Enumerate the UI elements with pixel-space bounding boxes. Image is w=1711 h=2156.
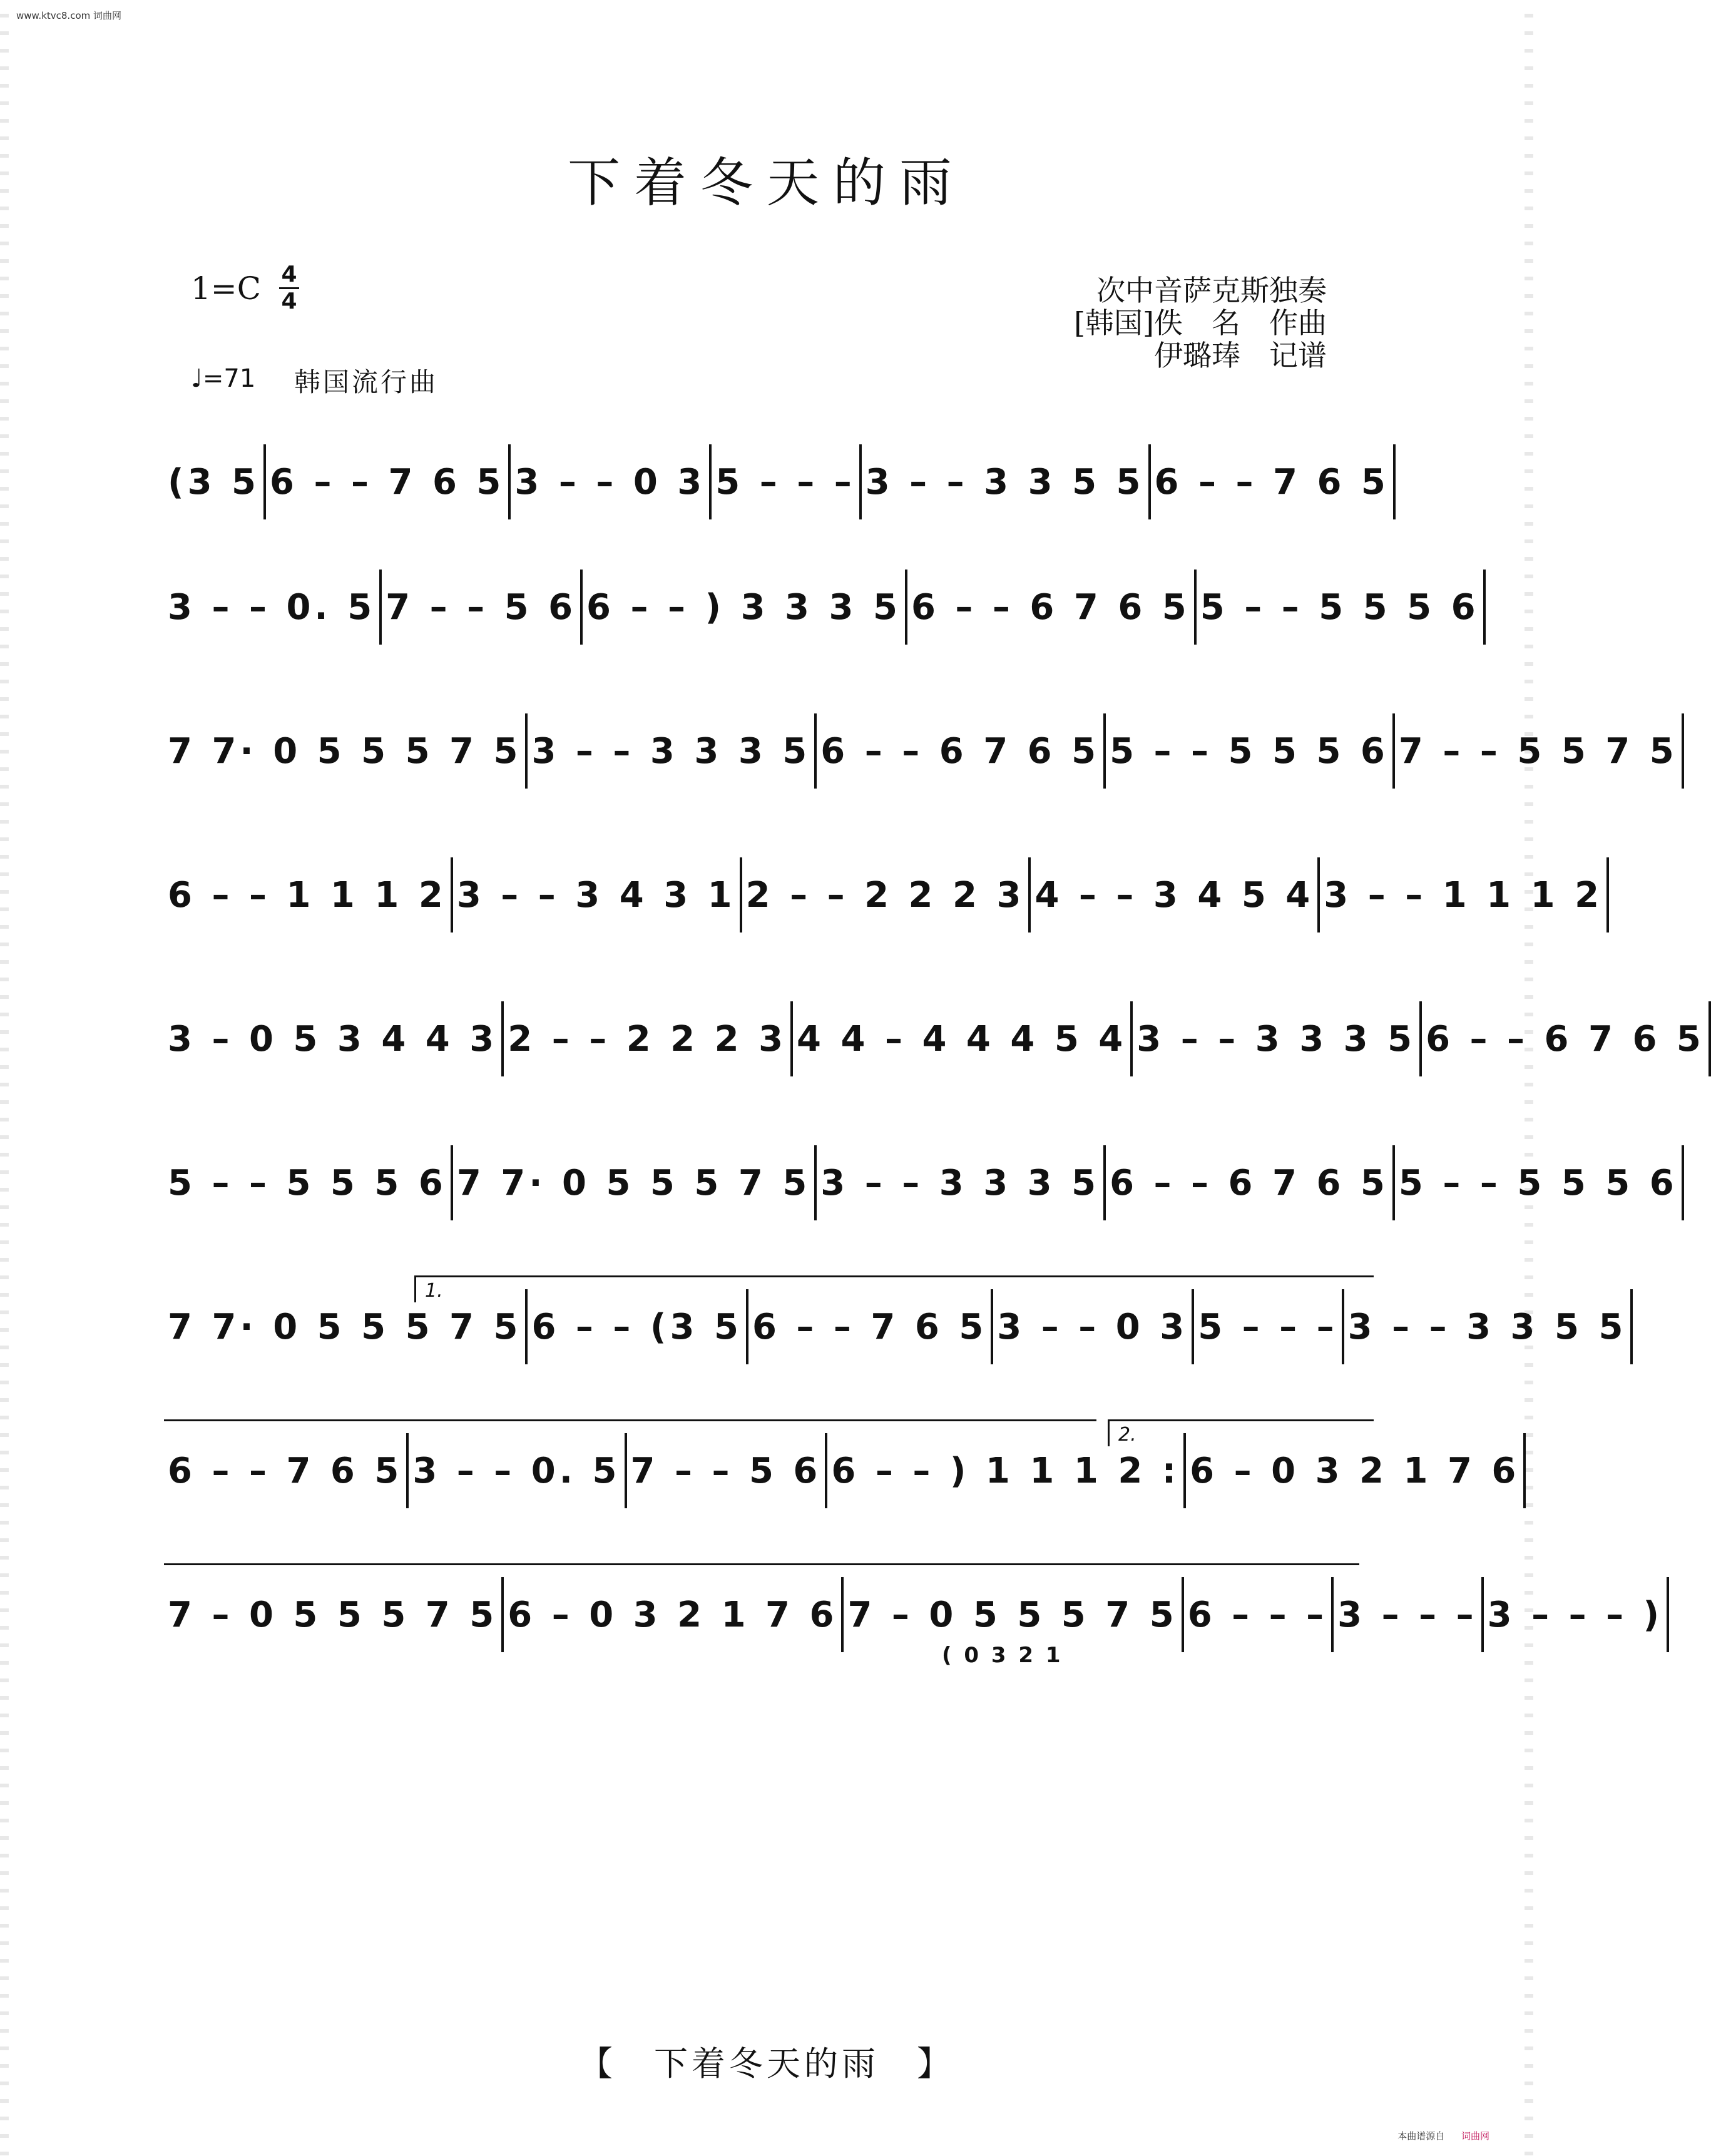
measure — [1151, 444, 1396, 519]
staff-line — [164, 444, 1389, 519]
measure-notes: 6 – – (3 5 — [531, 1306, 742, 1347]
measure-notes: 2 – – 2 2 2 3 — [745, 874, 1025, 916]
measure — [1184, 1577, 1334, 1652]
staff-line — [164, 713, 1678, 789]
measure-notes: 3 – – 3 3 5 5 — [1347, 1306, 1627, 1347]
measure — [793, 1001, 1133, 1076]
measure-notes: 7 – 0 5 5 5 7 5 — [847, 1594, 1178, 1635]
measure — [1395, 1145, 1684, 1220]
measure-notes: (3 5 — [168, 461, 260, 503]
measure-notes: 7 – – 5 6 — [386, 586, 577, 628]
measure-notes: 6 – – 6 7 6 5 — [1110, 1162, 1389, 1203]
volta-second-number: 2. — [1118, 1424, 1136, 1446]
measure-notes: 6 – 0 3 2 1 7 6 — [1190, 1450, 1520, 1491]
measure — [1320, 857, 1609, 932]
measure — [862, 444, 1151, 519]
staff-line — [164, 1577, 1663, 1652]
site-url: www.ktvc8.com — [16, 10, 91, 21]
measure-notes: 6 – – ) 1 1 1 2 : — [831, 1450, 1180, 1491]
credit-instrument: 次中音萨克斯独奏 — [1096, 273, 1327, 307]
site-brand-top: 词曲网 — [93, 10, 122, 21]
measure-notes: 3 – – 3 3 5 5 — [865, 461, 1145, 503]
measure — [1422, 1001, 1711, 1076]
measure — [164, 444, 266, 519]
measure — [1334, 1577, 1483, 1652]
measure — [1484, 1577, 1670, 1652]
time-signature-bottom: 4 — [281, 289, 297, 314]
measure-notes: 6 – – 7 6 5 — [752, 1306, 988, 1347]
measure — [409, 1433, 626, 1508]
measure-notes: 5 – – – — [1198, 1306, 1338, 1347]
measure-notes: 3 – – 3 3 3 5 — [820, 1162, 1100, 1203]
measure-notes: 3 – – 0 3 — [514, 461, 706, 503]
measure — [1031, 857, 1320, 932]
measure — [1344, 1289, 1633, 1364]
tempo-marking: ♩=71 — [191, 364, 256, 393]
measure-notes: 5 – – 5 5 5 6 — [1200, 586, 1479, 628]
volta-first — [414, 1275, 1374, 1302]
measure — [712, 444, 861, 519]
time-signature-top: 4 — [281, 262, 297, 287]
measure-notes: 2 – – 2 2 2 3 — [508, 1018, 787, 1060]
measure-notes: 6 – – 7 6 5 — [1154, 461, 1389, 503]
measure-notes: 3 – – 3 3 3 5 — [531, 730, 811, 772]
measure-notes: 4 4 – 4 4 4 5 4 — [797, 1018, 1127, 1060]
measure — [453, 1145, 817, 1220]
ornament-grace-notes: ( 0 3 2 1 — [942, 1643, 1063, 1668]
page-title: 下着冬天的雨 — [567, 152, 966, 213]
staff-line — [164, 1145, 1678, 1220]
measure — [817, 713, 1106, 789]
measure-notes: 6 – – ) 3 3 3 5 — [586, 586, 901, 628]
staff-line — [164, 1001, 1705, 1076]
measure — [382, 570, 583, 645]
measure-notes: 3 – 0 5 3 4 4 3 — [168, 1018, 498, 1060]
measure — [504, 1577, 844, 1652]
measure — [504, 1001, 793, 1076]
measure — [164, 713, 528, 789]
measure-notes: 6 – – 7 6 5 — [270, 461, 505, 503]
measure-notes: 4 – – 3 4 5 4 — [1034, 874, 1314, 916]
credits — [1074, 274, 1327, 372]
measure — [844, 1577, 1183, 1652]
measure — [453, 857, 742, 932]
measure — [164, 1001, 504, 1076]
volta-second-continuation — [164, 1563, 1359, 1565]
staff-line — [164, 857, 1603, 932]
measure-notes: 6 – – 6 7 6 5 — [911, 586, 1190, 628]
measure-notes: 3 – – – — [1337, 1594, 1478, 1635]
measure — [511, 444, 712, 519]
measure-notes: 6 – – – — [1187, 1594, 1328, 1635]
measure-notes: 3 – – 0 3 — [997, 1306, 1188, 1347]
right-border-strip — [1525, 0, 1533, 2156]
measure-notes: 3 – – 3 3 3 5 — [1136, 1018, 1416, 1060]
measure-notes: 6 – – 7 6 5 — [168, 1450, 403, 1491]
measure-notes: 6 – – 6 7 6 5 — [1426, 1018, 1705, 1060]
measure-notes: 7 7· 0 5 5 5 7 5 — [168, 1306, 522, 1347]
source-credit — [1397, 2129, 1489, 2142]
volta-second — [1108, 1419, 1374, 1446]
time-signature — [277, 263, 302, 314]
measure-notes: 3 – – – ) — [1487, 1594, 1663, 1635]
volta-first-number: 1. — [425, 1280, 443, 1302]
measure — [164, 857, 453, 932]
measure-notes: 3 – – 3 4 3 1 — [456, 874, 736, 916]
measure — [528, 713, 817, 789]
measure — [164, 570, 382, 645]
measure-notes: 3 – – 0. 5 — [412, 1450, 621, 1491]
measure-notes: 6 – – 1 1 1 2 — [168, 874, 447, 916]
genre-label: 韩国流行曲 — [294, 367, 439, 397]
measure-notes: 7 – – 5 5 7 5 — [1398, 730, 1678, 772]
volta-first-continuation — [164, 1419, 1096, 1421]
measure-notes: 7 7· 0 5 5 5 7 5 — [456, 1162, 811, 1203]
measure-notes: 7 – 0 5 5 5 7 5 — [168, 1594, 498, 1635]
staff-line — [164, 570, 1479, 645]
measure-notes: 5 – – 5 5 5 6 — [1398, 1162, 1678, 1203]
site-header — [16, 9, 121, 22]
measure — [164, 1145, 453, 1220]
measure — [817, 1145, 1106, 1220]
left-border-strip — [0, 0, 9, 2156]
measure — [1133, 1001, 1422, 1076]
measure-notes: 5 – – – — [715, 461, 855, 503]
measure — [1395, 713, 1684, 789]
measure-notes: 3 – – 0. 5 — [168, 586, 376, 628]
source-text: 本曲谱源自 — [1397, 2130, 1445, 2142]
key-signature: 1=C — [191, 270, 261, 307]
measure — [627, 1433, 828, 1508]
measure-notes: 3 – – 1 1 1 2 — [1324, 874, 1603, 916]
measure — [583, 570, 907, 645]
credit-transcriber: 伊璐琫 记谱 — [1154, 339, 1327, 372]
footer-title: 【 下着冬天的雨 】 — [579, 2044, 954, 2083]
measure-notes: 7 – – 5 6 — [630, 1450, 822, 1491]
measure — [1106, 1145, 1395, 1220]
measure-notes: 7 7· 0 5 5 5 7 5 — [168, 730, 522, 772]
measure-notes: 5 – – 5 5 5 6 — [1110, 730, 1389, 772]
measure — [742, 857, 1031, 932]
site-brand-bottom: 词曲网 — [1461, 2130, 1489, 2142]
measure-notes: 6 – 0 3 2 1 7 6 — [508, 1594, 838, 1635]
credit-composer: [韩国]佚 名 作曲 — [1074, 306, 1327, 340]
measure — [1197, 570, 1486, 645]
measure — [1106, 713, 1395, 789]
measure-notes: 6 – – 6 7 6 5 — [820, 730, 1100, 772]
measure — [164, 1433, 409, 1508]
measure-notes: 5 – – 5 5 5 6 — [168, 1162, 447, 1203]
measure — [907, 570, 1197, 645]
measure — [266, 444, 511, 519]
measure — [164, 1577, 504, 1652]
